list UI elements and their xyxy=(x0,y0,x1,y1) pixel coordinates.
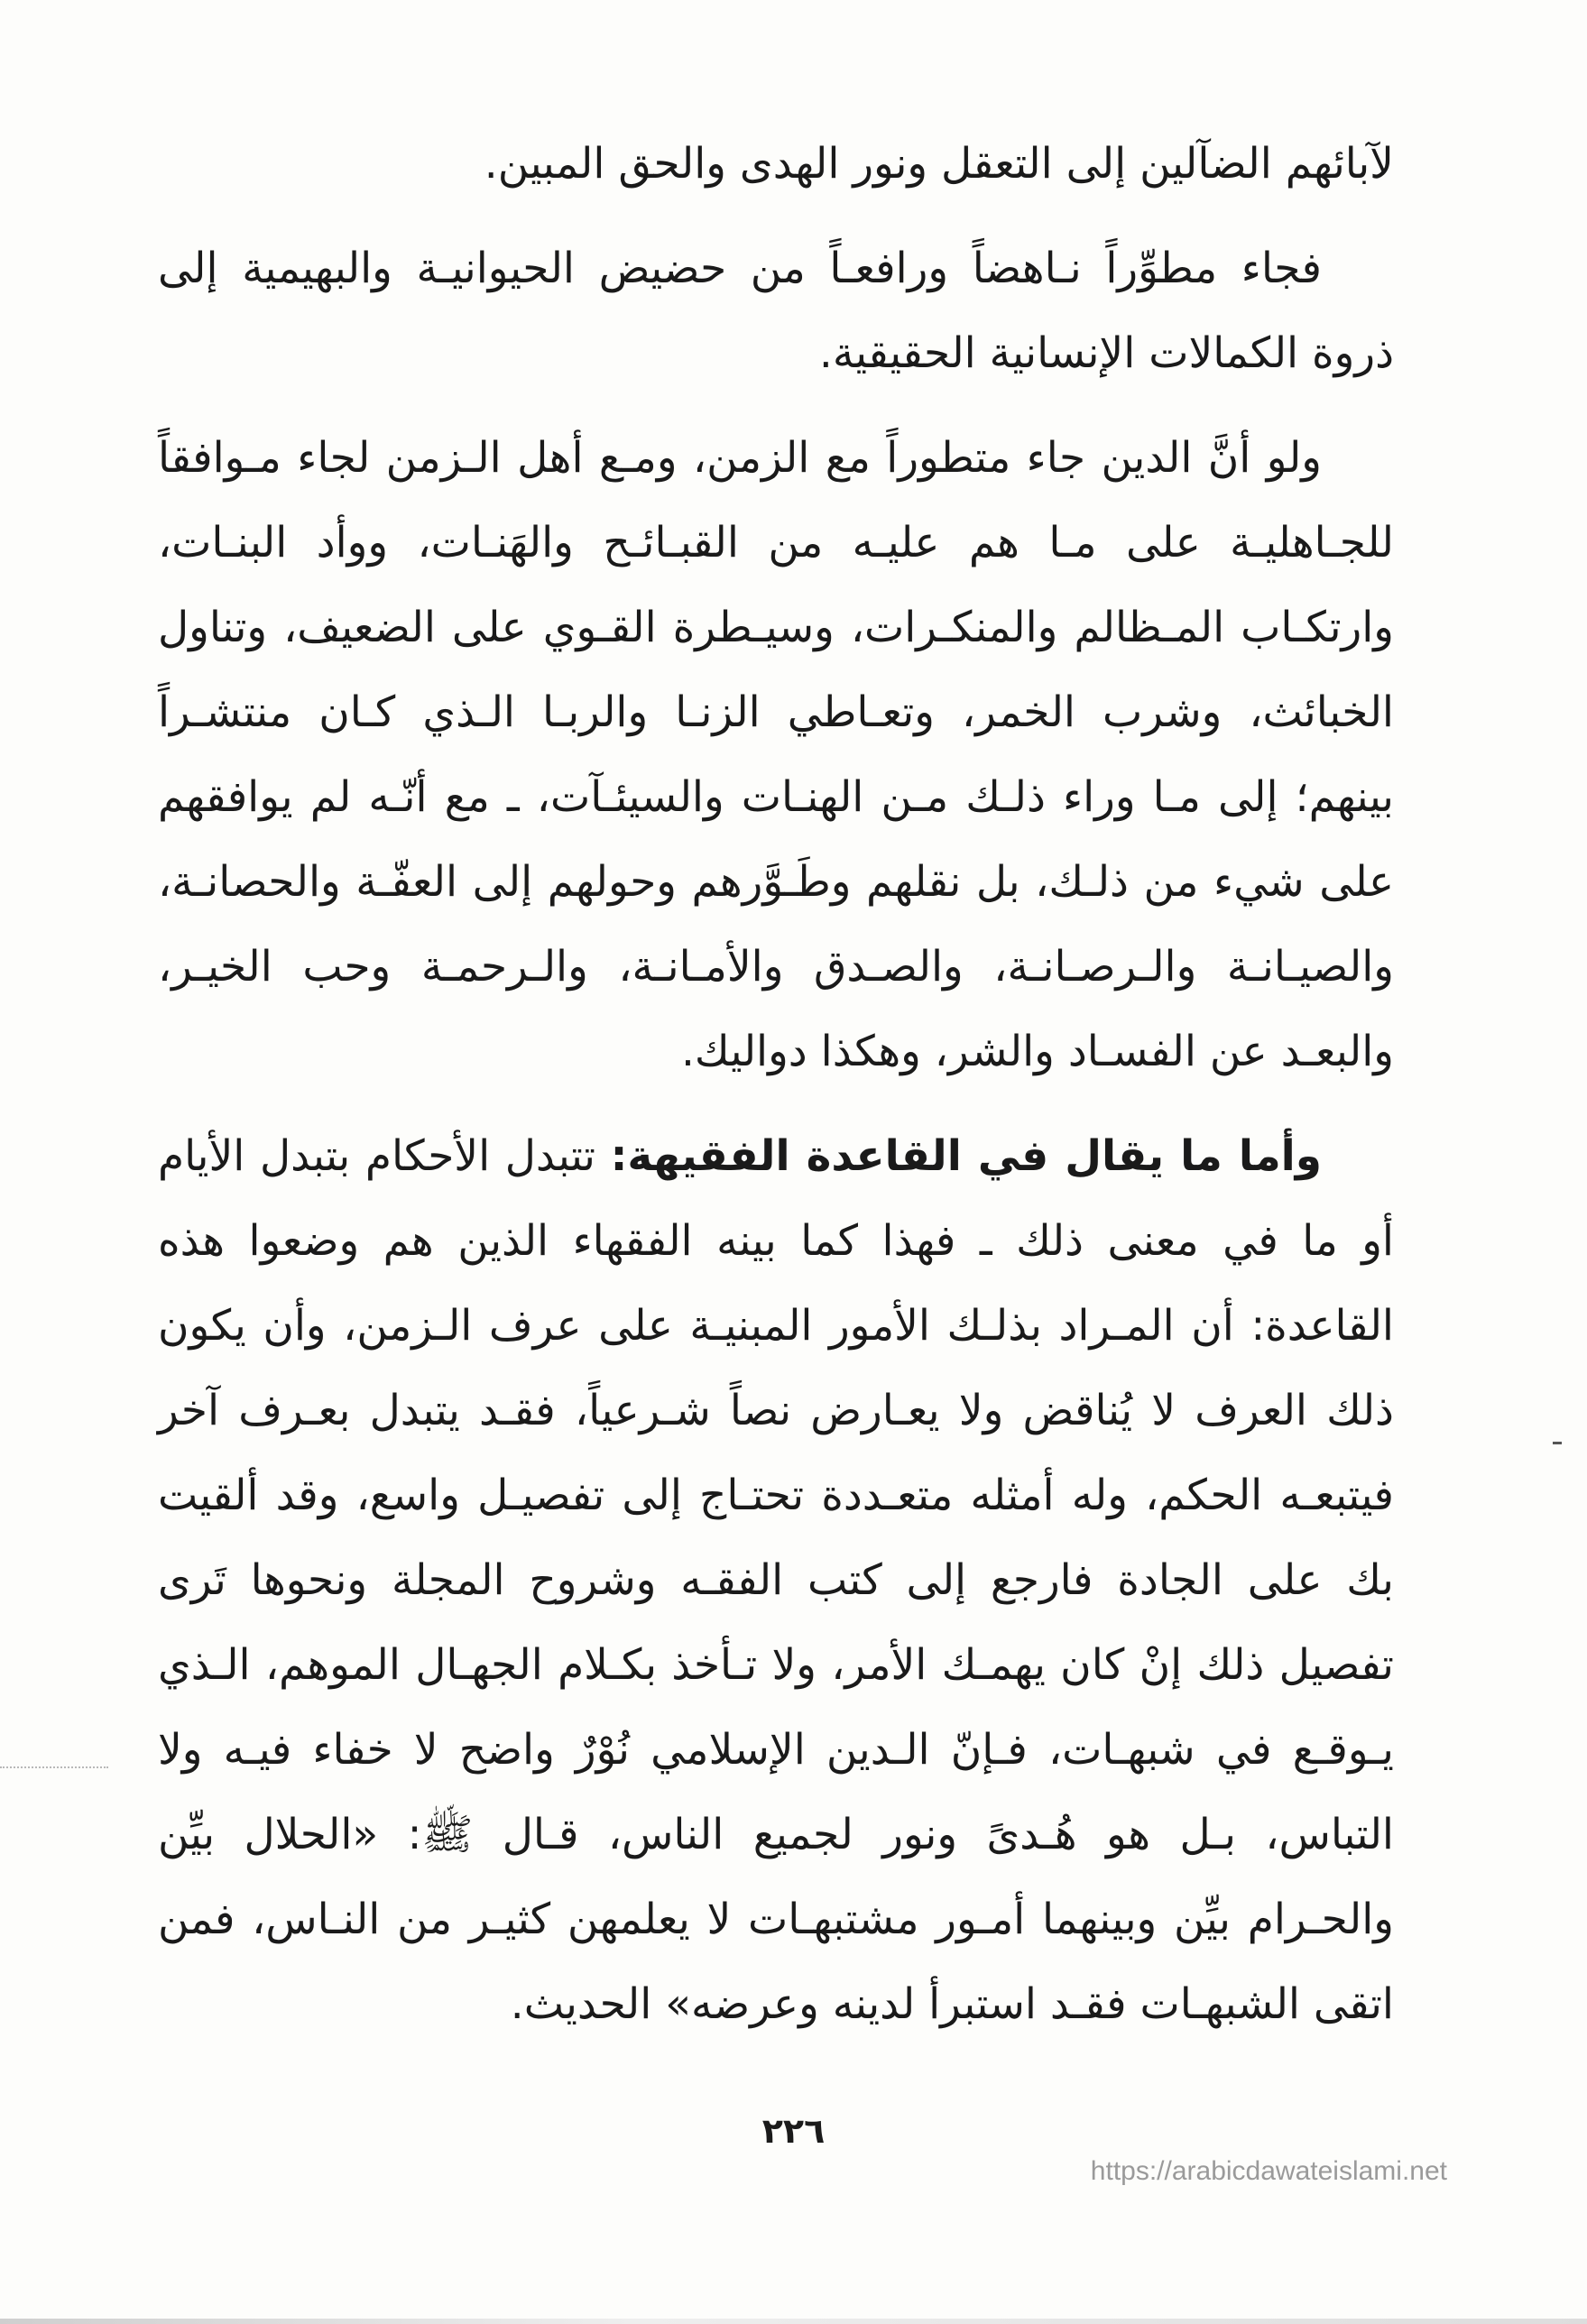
scan-artifact-dash xyxy=(0,1766,108,1768)
page-number: ٢٢٦ xyxy=(761,2111,826,2151)
paragraph-4-lead: وأما ما يقال في القاعدة الفقيهة: xyxy=(610,1131,1322,1181)
paragraph-4 xyxy=(158,1114,1394,2047)
watermark-url: https://arabicdawateislami.net xyxy=(1090,2156,1447,2186)
paragraph-2-text: فجاء مطوِّراً نـاهضاً ورافعـاً من حضيض الحيوانيـة والبهيمية إلى ذروة الكمالات الإنسانية الحقيقية. xyxy=(158,244,1394,378)
paragraph-3 xyxy=(158,416,1394,1094)
paragraph-4-text: تتبدل الأحكام بتبدل الأيام أو ما في معنى ذلك ـ فهذا كما بينه الفقهاء الذين هم وضعوا هذه القاعدة: أن المـراد بذلـك الأمور المبنيـة على عرف الـزمن، وأن يكون ذلك العرف لا يُناقض ولا يعـارض نصاً شـرعياً، فقـد يتبدل بعـرف آخر فيتبعـه الحكم، وله أمثله متعـددة تحتـاج إلى تفصيـل واسع، وقد ألقيت بك على الجادة فارجع إلى كتب الفقـه وشروح المجلة ونحوها تَرى تفصيل ذلك إنْ كان يهمـك الأمر، ولا تـأخذ بكـلام الجهـال الموهم، الـذي يـوقـع في شبهـات، فـإنّ الـدين الإسلامي نُوْرٌ واضح لا خفاء فيـه ولا التباس، بـل هو هُـدىً ونور لجميع الناس، قـال ﷺ: «الحلال بيِّن والحـرام بيِّن وبينهما أمـور مشتبهـات لا يعلمهن كثيـر من النـاس، فمن اتقى الشبهـات فقـد استبرأ لدينه وعرضه» الحديث. xyxy=(158,1131,1394,2029)
paragraph-3-text: ولو أنَّ الدين جاء متطوراً مع الزمن، ومـع أهل الـزمن لجاء مـوافقاً للجـاهليـة على مـا هم عليـه من القبـائـح والهَنـات، ووأد البنـات، وارتكـاب المـظالم والمنكـرات، وسيـطرة القـوي على الضعيف، وتناول الخبائث، وشرب الخمر، وتعـاطي الزنـا والربـا الـذي كـان منتشـراً بينهم؛ إلى مـا وراء ذلـك مـن الهنـات والسيئـآت، ـ مع أنّـه لم يوافقهم على شيء من ذلـك، بل نقلهم وطَـوَّرهم وحولهم إلى العفّـة والحصانـة، والصيـانـة والـرصـانـة، والصـدق والأمـانـة، والـرحمـة وحب الخيـر، والبعـد عن الفسـاد والشر، وهكذا دواليك. xyxy=(158,433,1394,1076)
body-text xyxy=(158,122,1394,2067)
paragraph-2 xyxy=(158,226,1394,396)
paragraph-1 xyxy=(158,122,1394,207)
paragraph-1-text: لآبائهم الضآلين إلى التعقل ونور الهدى والحق المبين. xyxy=(484,139,1394,189)
scan-bottom-edge xyxy=(0,2319,1587,2324)
scan-artifact-mark xyxy=(1553,1442,1562,1444)
